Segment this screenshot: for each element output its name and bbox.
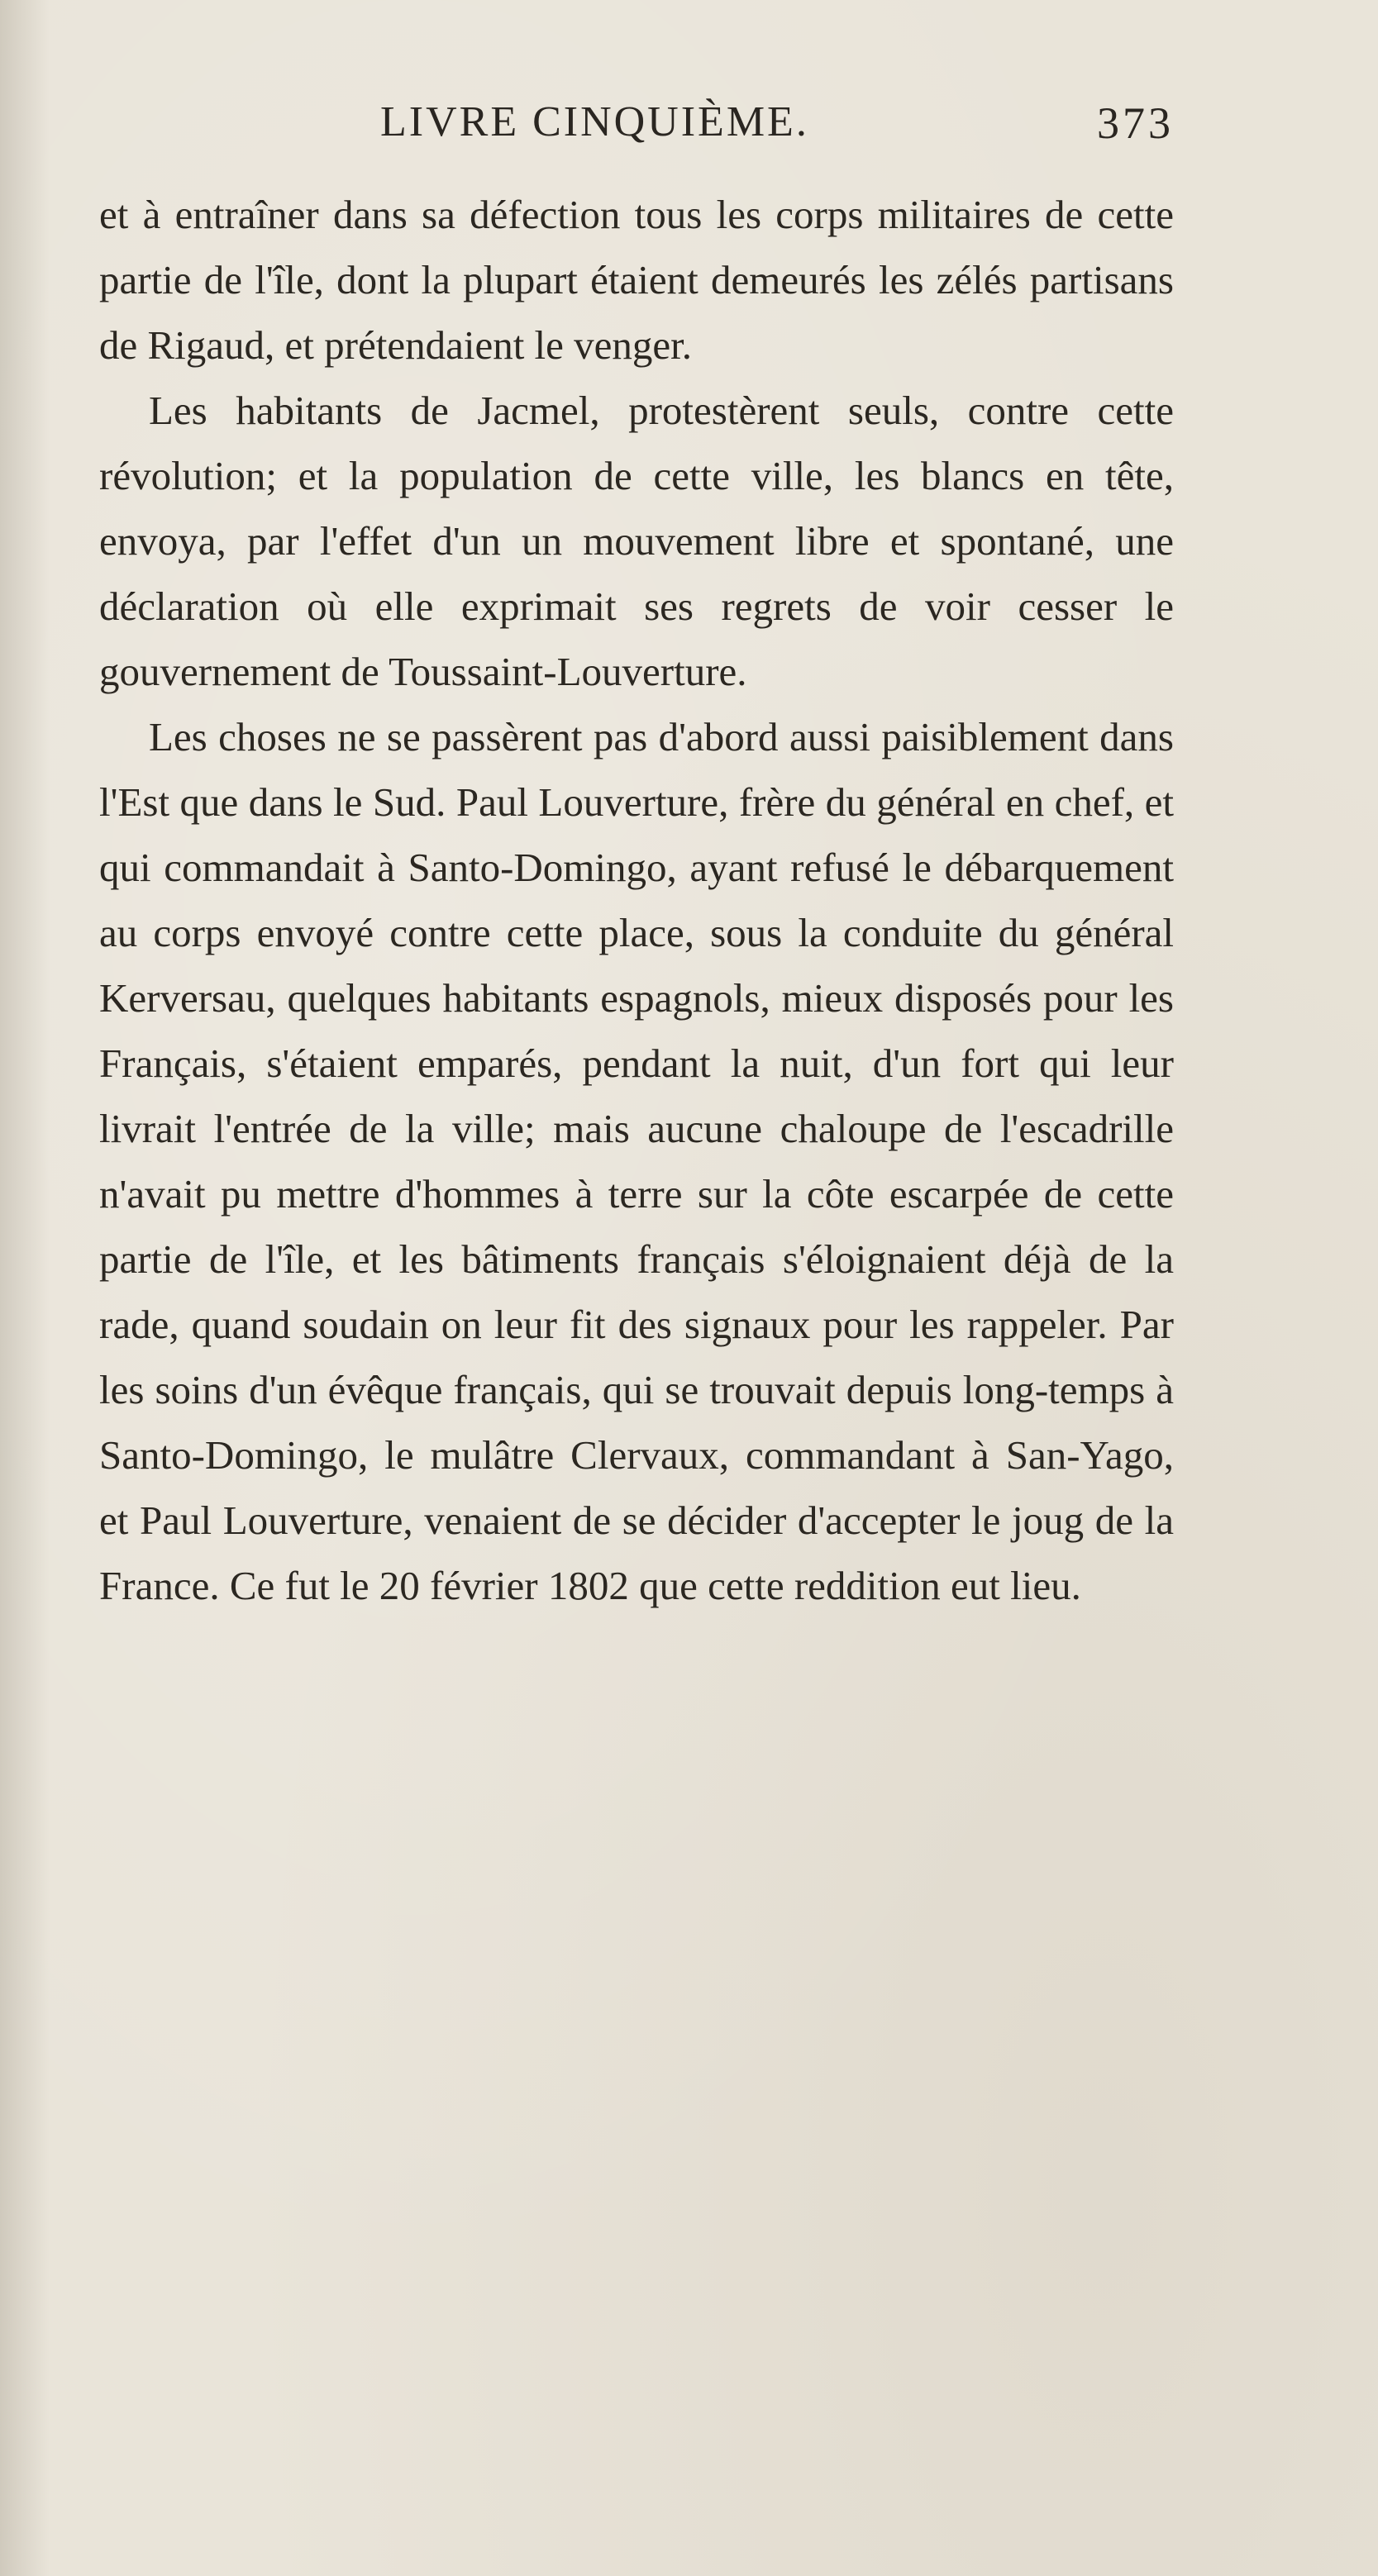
page-number: 373 (1097, 98, 1174, 148)
running-title: LIVRE CINQUIÈME. (380, 98, 809, 145)
running-head (99, 98, 1174, 164)
paragraph-continuation: et à entraîner dans sa défection tous les corps militaires de cette partie de l'île, dont la plupart étaient demeurés les zélés partisans de Rigaud, et prétendaient le venger. (99, 192, 1174, 368)
body-text (99, 182, 1174, 1618)
paragraph-santo-domingo: Les choses ne se passèrent pas d'abord aussi paisiblement dans l'Est que dans le Sud. Paul Louverture, frère du général en chef, et qui commandait à Santo-Domingo, ayant refusé le débarquement au corps envoyé contre cette place, sous la conduite du général Kerversau, quelques habitants espagnols, mieux disposés pour les Français, s'étaient emparés, pendant la nuit, d'un fort qui leur livrait l'entrée de la ville; mais aucune chaloupe de l'escadrille n'avait pu mettre d'hommes à terre sur la côte escarpée de cette partie de l'île, et les bâtiments français s'éloignaient déjà de la rade, quand soudain on leur fit des signaux pour les rappeler. Par les soins d'un évêque français, qui se trouvait depuis long-temps à Santo-Domingo, le mulâtre Clervaux, commandant à San-Yago, et Paul Louverture, venaient de se décider d'accepter le joug de la France. Ce fut le 20 février 1802 que cette reddition eut lieu. (99, 714, 1174, 1608)
gutter-shadow (0, 0, 50, 2576)
paragraph-jacmel: Les habitants de Jacmel, protestèrent seuls, contre cette révolution; et la population de cette ville, les blancs en tête, envoya, par l'effet d'un un mouvement libre et spontané, une déclaration où elle exprimait ses regrets de voir cesser le gouvernement de Toussaint-Louverture. (99, 388, 1174, 694)
